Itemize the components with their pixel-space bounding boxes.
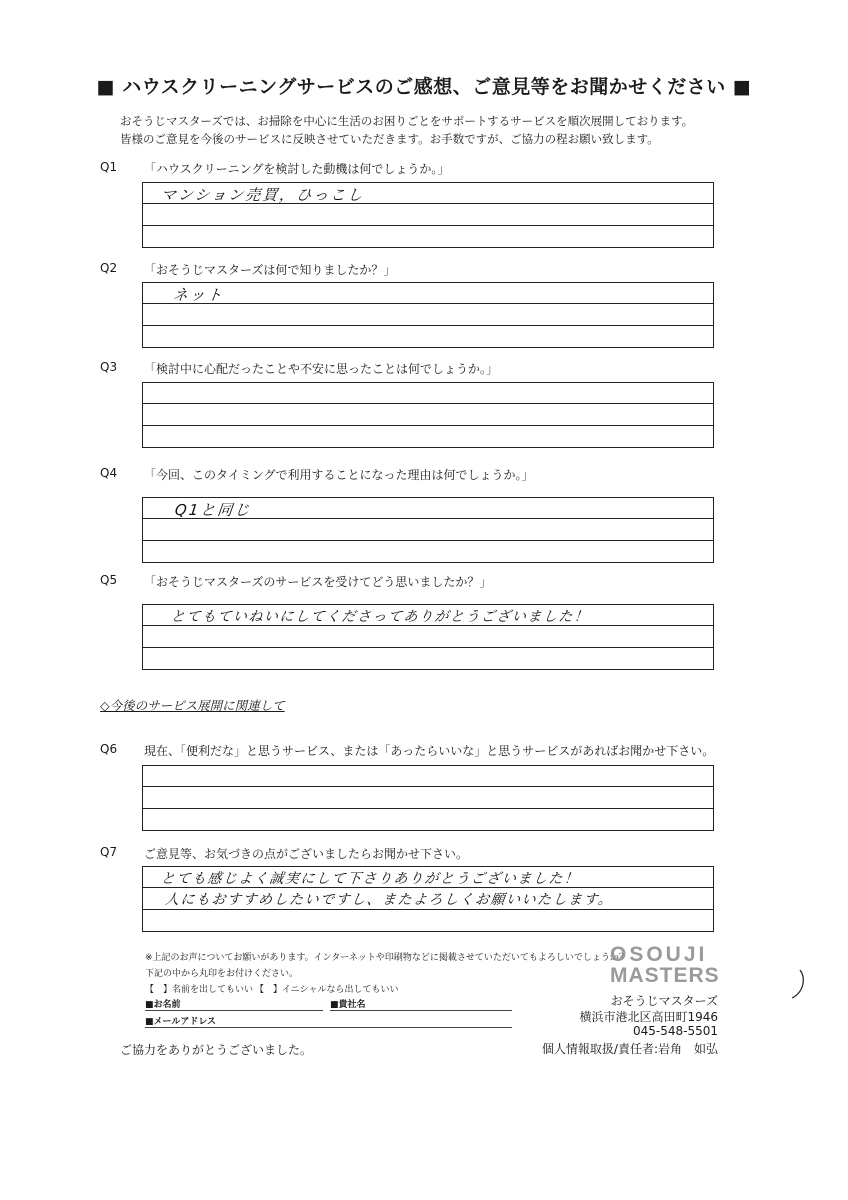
company-address: 横浜市港北区高田町1946 [579,1010,718,1024]
thanks-text: ご協力をありがとうございました。 [120,1043,313,1057]
ruled-line [143,909,713,910]
handwritten-answer: とても感じよく誠実にして下さりありがとうございました！ [160,871,581,887]
privacy-officer: 個人情報取扱/責任者:岩角 如弘 [541,1042,718,1056]
question-label: Q2 [100,261,118,275]
ruled-line [143,325,713,326]
answer-box-q2[interactable] [142,282,714,348]
name-label: ■お名前 [145,1000,181,1010]
intro-line: 皆様のご意見を今後のサービスに反映させていただきます。お手数ですが、ご協力の程お願い致します。 [120,132,659,146]
handwritten-answer: 人にもおすすめしたいですし、またよろしくお願いいたします。 [164,892,615,908]
answer-box-q4[interactable] [142,497,714,563]
handwritten-answer: ネット [172,286,225,304]
handwritten-answer: マンション売買，ひっこし [160,186,366,204]
question-text: ご意見等、お気づきの点がございましたらお聞かせ下さい。 [144,847,469,861]
company-logo [610,944,722,990]
logo-line-2: MASTERS [610,964,720,987]
ruled-line [143,303,713,304]
question-text: 現在、「便利だな」と思うサービス、または「あったらいいな」と思うサービスがあればお聞かせ下さい。 [144,744,715,758]
option-initials-ok[interactable]: 【 】イニシャルなら出してもいい [255,985,399,995]
name-field[interactable] [145,1010,323,1011]
intro-line: おそうじマスターズでは、お掃除を中心に生活のお困りごとをサポートするサービスを順次展開しております。 [120,114,694,128]
answer-box-q6[interactable] [142,765,714,831]
ruled-line [143,540,713,541]
ruled-line [143,403,713,404]
company-name: おそうじマスターズ [610,994,718,1008]
ruled-line [143,225,713,226]
question-label: Q4 [100,466,118,480]
page-title: ■ ハウスクリーニングサービスのご感想、ご意見等をお聞かせください ■ [96,76,752,98]
consent-instruction: 下記の中から丸印をお付けください。 [145,969,299,979]
answer-box-q5[interactable] [142,604,714,670]
answer-box-q3[interactable] [142,382,714,448]
ruled-line [143,786,713,787]
question-text: 「検討中に心配だったことや不安に思ったことは何でしょうか。」 [144,362,499,376]
question-label: Q1 [100,160,118,174]
question-label: Q5 [100,573,118,587]
ruled-line [143,425,713,426]
logo-line-1: OSOUJI [610,943,708,966]
question-text: 「おそうじマスターズのサービスを受けてどう思いましたか？」 [144,575,492,589]
handwritten-answer: とてもていねいにしてくださってありがとうございました！ [170,609,591,625]
question-label: Q6 [100,742,118,756]
consent-note: ※上記のお声についてお願いがあります。インターネットや印刷物などに掲載させていただいてもよろしいでしょうか？ [145,953,628,963]
company-name-label: ■貴社名 [330,1000,366,1010]
ruled-line [143,647,713,648]
answer-box-q7[interactable] [142,866,714,932]
email-label: ■メールアドレス [145,1017,217,1027]
email-field[interactable] [145,1027,512,1028]
answer-box-q1[interactable] [142,182,714,248]
intro-text [120,112,780,148]
pen-mark-icon [788,968,808,1002]
question-label: Q7 [100,845,118,859]
question-text: 「今回、このタイミングで利用することになった理由は何でしょうか。」 [144,468,534,482]
option-name-ok[interactable]: 【 】名前を出してもいい [145,985,254,995]
handwritten-answer: Q1と同じ [174,501,253,519]
question-label: Q3 [100,360,118,374]
section-heading: ◇今後のサービス展開に関連して [100,698,285,713]
ruled-line [143,808,713,809]
question-text: 「ハウスクリーニングを検討した動機は何でしょうか。」 [144,162,450,176]
company-name-field[interactable] [330,1010,512,1011]
company-phone: 045-548-5501 [632,1024,718,1038]
question-text: 「おそうじマスターズは何で知りましたか？」 [144,263,396,277]
